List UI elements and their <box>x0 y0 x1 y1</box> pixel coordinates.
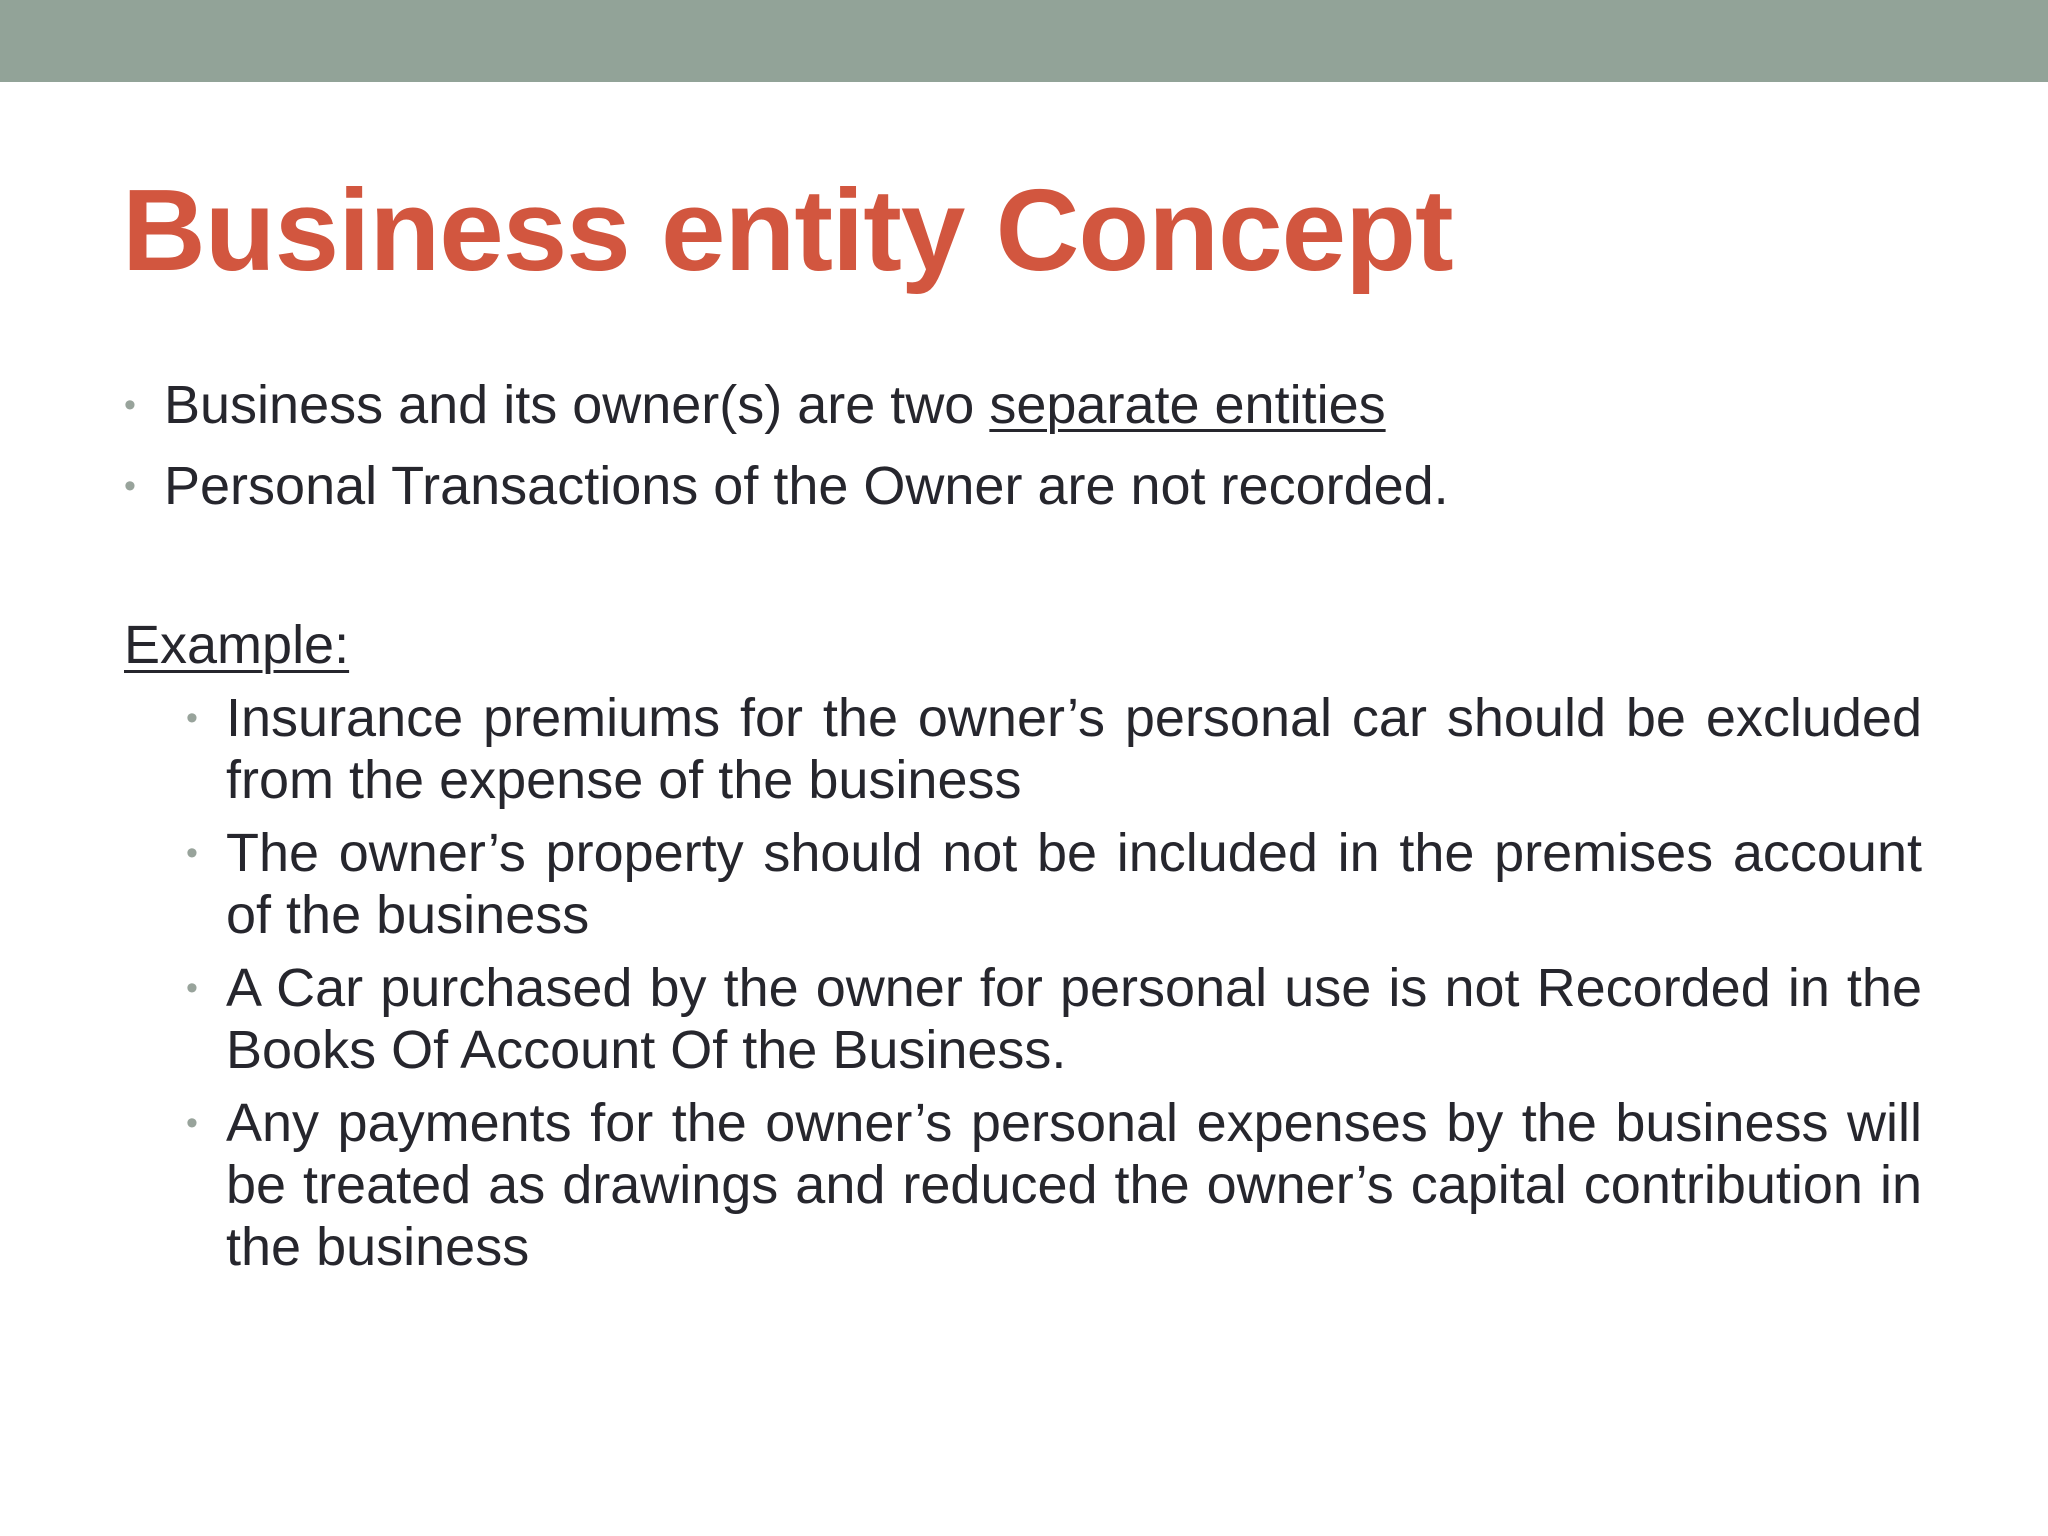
bullet-text: Personal Transactions of the Owner are not recorded. <box>164 456 1449 516</box>
main-bullet-item <box>124 374 1924 436</box>
example-heading: Example: <box>124 615 350 675</box>
slide-title: Business entity Concept <box>122 165 1453 295</box>
bullet-dot-icon: • <box>186 969 198 1007</box>
bullet-underlined-text: separate entities <box>989 375 1386 435</box>
bullet-text: Business and its owner(s) are two <box>164 375 990 435</box>
example-item <box>186 1092 1922 1278</box>
bullet-dot-icon: • <box>124 467 136 505</box>
example-item-text: Insurance premiums for the owner’s personal car should be excluded from the expense of the business <box>226 688 1922 810</box>
bullet-dot-icon: • <box>186 834 198 872</box>
bullet-dot-icon: • <box>186 1104 198 1142</box>
bullet-dot-icon: • <box>186 699 198 737</box>
example-item-text: The owner’s property should not be included in the premises account of the business <box>226 823 1922 945</box>
example-item-text: Any payments for the owner’s personal expenses by the business will be treated as drawings and reduced the owner’s capital contribution in the business <box>226 1093 1922 1277</box>
example-item-text: A Car purchased by the owner for personal use is not Recorded in the Books Of Account Of the Business. <box>226 958 1922 1080</box>
example-item <box>186 687 1922 811</box>
example-item <box>186 957 1922 1081</box>
example-bullet-list <box>186 687 1922 1289</box>
bullet-dot-icon: • <box>124 386 136 424</box>
main-bullet-list <box>124 374 1924 536</box>
example-item <box>186 822 1922 946</box>
top-accent-band <box>0 0 2048 82</box>
main-bullet-item <box>124 455 1924 517</box>
